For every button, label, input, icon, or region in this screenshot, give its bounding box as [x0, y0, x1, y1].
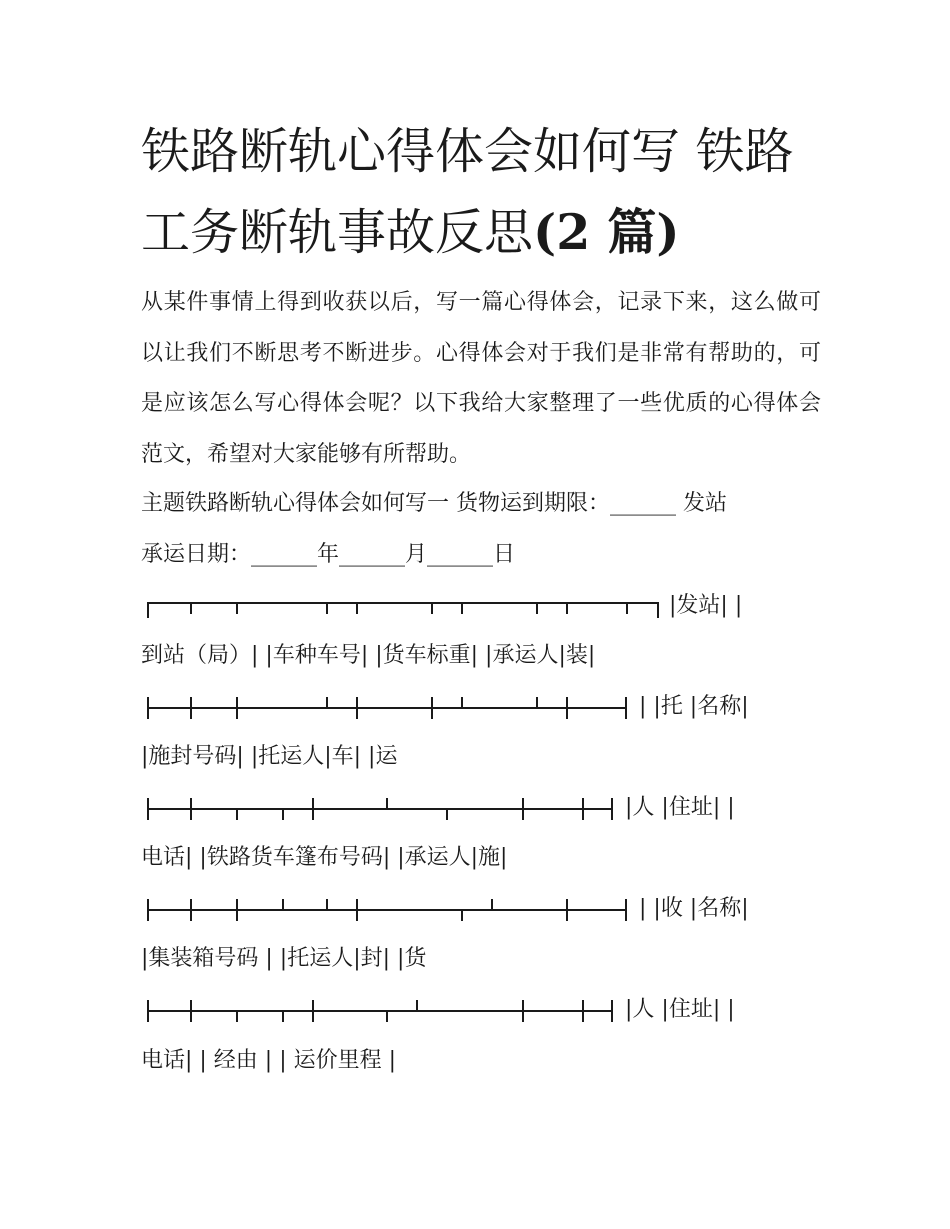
- title-suffix: (2 篇): [533, 203, 680, 261]
- text-line-5: 电话| |铁路货车篷布号码| |承运人|施|: [141, 845, 508, 870]
- text-line-4: |施封号码| |托运人|车| |运: [141, 744, 398, 769]
- text-line-7: 电话| | 经由 | | 运价里程 |: [141, 1048, 397, 1073]
- text-line-3: 到站（局）| |车种车号| |货车标重| |承运人|装|: [141, 643, 596, 668]
- title-main: 铁路断轨心得体会如何写 铁路工务断轨事故反思: [141, 123, 794, 261]
- row-2-tail: | |托 |名称|: [639, 694, 749, 719]
- table-border-line-2: [147, 695, 637, 721]
- text-line-1: 主题铁路断轨心得体会如何写一 货物运到期限：______ 发站: [141, 491, 727, 516]
- table-rule-row-4: [141, 894, 821, 924]
- document-title: [141, 112, 821, 273]
- table-rule-row-1: [141, 591, 821, 621]
- table-border-line-5: [147, 998, 622, 1024]
- table-rule-row-5: [141, 995, 821, 1025]
- table-border-line-4: [147, 897, 637, 923]
- table-rule-row-3: [141, 793, 821, 823]
- table-rule-row-2: [141, 692, 821, 722]
- table-border-line-1: [147, 594, 667, 620]
- row-5-tail: |人 |住址| |: [625, 997, 735, 1022]
- text-line-6: |集装箱号码 | |托运人|封| |货: [141, 946, 427, 971]
- row-1-tail: |发站| |: [669, 593, 743, 618]
- text-line-2: 承运日期：______年______月______日: [141, 542, 516, 567]
- table-border-line-3: [147, 796, 622, 822]
- row-3-tail: |人 |住址| |: [625, 795, 735, 820]
- intro-paragraph: 从某件事情上得到收获以后，写一篇心得体会，记录下来，这么做可以让我们不断思考不断进步。心得体会对于我们是非常有帮助的，可是应该怎么写心得体会呢？以下我给大家整理了一些优质的心得体会范文，希望对大家能够有所帮助。: [141, 290, 821, 467]
- row-4-tail: | |收 |名称|: [639, 896, 749, 921]
